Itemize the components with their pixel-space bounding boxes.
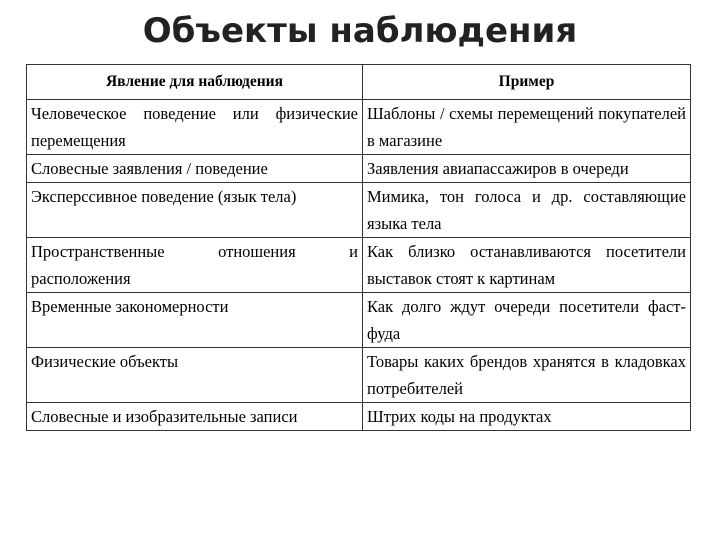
table-row bbox=[27, 403, 691, 431]
table-row bbox=[27, 155, 691, 183]
phenomenon-cell: Физические объекты bbox=[27, 348, 363, 403]
column-header-phenomenon: Явление для наблюдения bbox=[27, 65, 363, 100]
table-row bbox=[27, 100, 691, 155]
example-cell: Шаблоны / схемы перемещений покупателей в магазине bbox=[363, 100, 691, 155]
phenomenon-cell: Эксперссивное поведение (язык тела) bbox=[27, 183, 363, 238]
table-row bbox=[27, 238, 691, 293]
phenomenon-cell: Временные закономерности bbox=[27, 293, 363, 348]
phenomenon-cell: Пространственные отношения и расположения bbox=[27, 238, 363, 293]
phenomenon-cell: Словесные заявления / поведение bbox=[27, 155, 363, 183]
phenomenon-cell: Словесные и изобразительные записи bbox=[27, 403, 363, 431]
table-row bbox=[27, 183, 691, 238]
page-title: Объекты наблюдения bbox=[142, 11, 578, 51]
observation-objects-table bbox=[26, 64, 691, 431]
example-cell: Мимика, тон голоса и др. составляющие языка тела bbox=[363, 183, 691, 238]
example-cell: Заявления авиапассажиров в очереди bbox=[363, 155, 691, 183]
table-row bbox=[27, 293, 691, 348]
table-header-row bbox=[27, 65, 691, 100]
example-cell: Как близко останавливаются посетители выставок стоят к картинам bbox=[363, 238, 691, 293]
example-cell: Штрих коды на продуктах bbox=[363, 403, 691, 431]
example-cell: Как долго ждут очереди посетители фаст-фуда bbox=[363, 293, 691, 348]
phenomenon-cell: Человеческое поведение или физические перемещения bbox=[27, 100, 363, 155]
table-row bbox=[27, 348, 691, 403]
example-cell: Товары каких брендов хранятся в кладовках потребителей bbox=[363, 348, 691, 403]
column-header-example: Пример bbox=[363, 65, 691, 100]
